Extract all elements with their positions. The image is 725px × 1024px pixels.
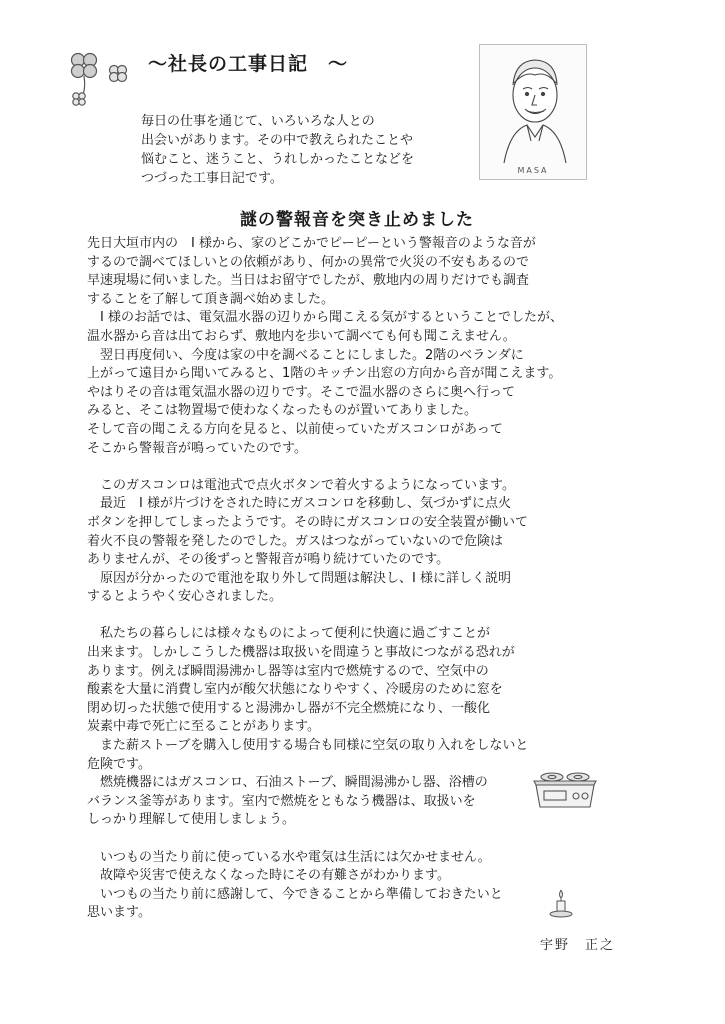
article-body (87, 235, 617, 923)
text-line: このガスコンロは電池式で点火ボタンで着火するようになっています。 (87, 477, 515, 493)
text-line: そして音の聞こえる方向を見ると、以前使っていたガスコンロがあって (87, 421, 503, 437)
text-line: 早速現場に伺いました。当日はお留守でしたが、敷地内の周りだけでも調査 (87, 273, 530, 289)
text-line: 酸素を大量に消費し室内が酸欠状態になりやすく、冷暖房のために窓を (87, 682, 503, 698)
intro-line: つづった工事日記です。 (141, 171, 283, 186)
text-line: 危険です。 (87, 756, 151, 772)
intro-line: 悩むこと、迷うこと、うれしかったことなどを (141, 152, 415, 167)
paragraph-4 (87, 849, 617, 923)
paragraph-spacer (87, 830, 617, 849)
text-line: 最近 I 様が片づけをされた時にガスコンロを移動し、気づかずに点火 (87, 496, 511, 512)
intro-line: 出会いがあります。その中で教えられたことや (141, 133, 413, 148)
text-line: 温水器から音は出ておらず、敷地内を歩いて調べても何も聞こえません。 (87, 328, 516, 344)
text-line: 炭素中毒で死亡に至ることがあります。 (87, 719, 320, 735)
author-name: 宇野 正之 (540, 938, 616, 953)
gas-stove-illustration (530, 767, 600, 811)
text-line: 私たちの暮らしには様々なものによって便利に快適に過ごすことが (87, 626, 491, 642)
text-line: やはりその音は電気温水器の辺りです。そこで温水器のさらに奥へ行って (87, 384, 515, 400)
text-line: 上がって遠目から聞いてみると、1階のキッチン出窓の方向から音が聞こえます。 (87, 366, 562, 382)
paragraph-1 (87, 235, 617, 458)
paragraph-spacer (87, 607, 617, 626)
text-line: また薪ストーブを購入し使用する場合も同様に空気の取り入れをしないと (87, 738, 529, 754)
text-line: 原因が分かったので電池を取り外して問題は解決し、I 様に詳しく説明 (87, 570, 511, 586)
text-line: I 様のお話では、電気温水器の辺りから聞こえる気がするということでしたが、 (87, 310, 563, 326)
text-line: 翌日再度伺い、今度は家の中を調べることにしました。2階のベランダに (87, 347, 524, 363)
candle-illustration (548, 888, 574, 920)
intro-text (141, 112, 461, 188)
text-line: するとようやく安心されました。 (87, 589, 283, 605)
diary-title: ～社長の工事日記 ～ (148, 53, 349, 75)
paragraph-spacer (87, 458, 617, 477)
paragraph-2 (87, 477, 617, 607)
text-line: 閉め切った状態で使用すると湯沸かし器が不完全燃焼になり、一酸化 (87, 700, 491, 716)
clover-illustration (62, 46, 138, 112)
text-line: ボタンを押してしまったようです。その時にガスコンロの安全装置が働いて (87, 514, 528, 530)
text-line: 思います。 (87, 905, 151, 921)
text-line: あります。例えば瞬間湯沸かし器等は室内で燃焼するので、空気中の (87, 663, 489, 679)
portrait-face-drawing (480, 45, 586, 165)
text-line: いつもの当たり前に感謝して、今できることから準備しておきたいと (87, 886, 503, 902)
intro-line: 毎日の仕事を通じて、いろいろな人との (141, 114, 375, 129)
text-line: 着火不良の警報を発したのでした。ガスはつながっていないので危険は (87, 533, 504, 549)
text-line: 燃焼機器にはガスコンロ、石油ストーブ、瞬間湯沸かし器、浴槽の (87, 775, 488, 791)
text-line: 先日大垣市内の I 様から、家のどこかでピーピーという警報音のような音が (87, 236, 536, 251)
text-line: ありませんが、その後ずっと警報音が鳴り続けていたのです。 (87, 552, 450, 568)
portrait-signature: MASA (517, 166, 549, 175)
text-line: しっかり理解して使用しましょう。 (87, 812, 296, 828)
text-line: することを了解して頂き調べ始めました。 (87, 291, 335, 307)
text-line: みると、そこは物置場で使わなくなったものが置いてありました。 (87, 403, 478, 419)
text-line: いつもの当たり前に使っている水や電気は生活には欠かせません。 (87, 849, 491, 865)
portrait-sketch (479, 44, 587, 180)
text-line: するので調べてほしいとの依頼があり、何かの異常で火災の不安もあるので (87, 254, 530, 270)
article-heading: 謎の警報音を突き止めました (240, 210, 474, 230)
text-line: バランス釜等があります。室内で燃焼をともなう機器は、取扱いを (87, 793, 476, 809)
text-line: そこから警報音が鳴っていたのです。 (87, 440, 307, 456)
text-line: 故障や災害で使えなくなった時にその有難さがわかります。 (87, 868, 450, 884)
text-line: 出来ます。しかしこうした機器は取扱いを間違うと事故につながる恐れが (87, 645, 515, 661)
